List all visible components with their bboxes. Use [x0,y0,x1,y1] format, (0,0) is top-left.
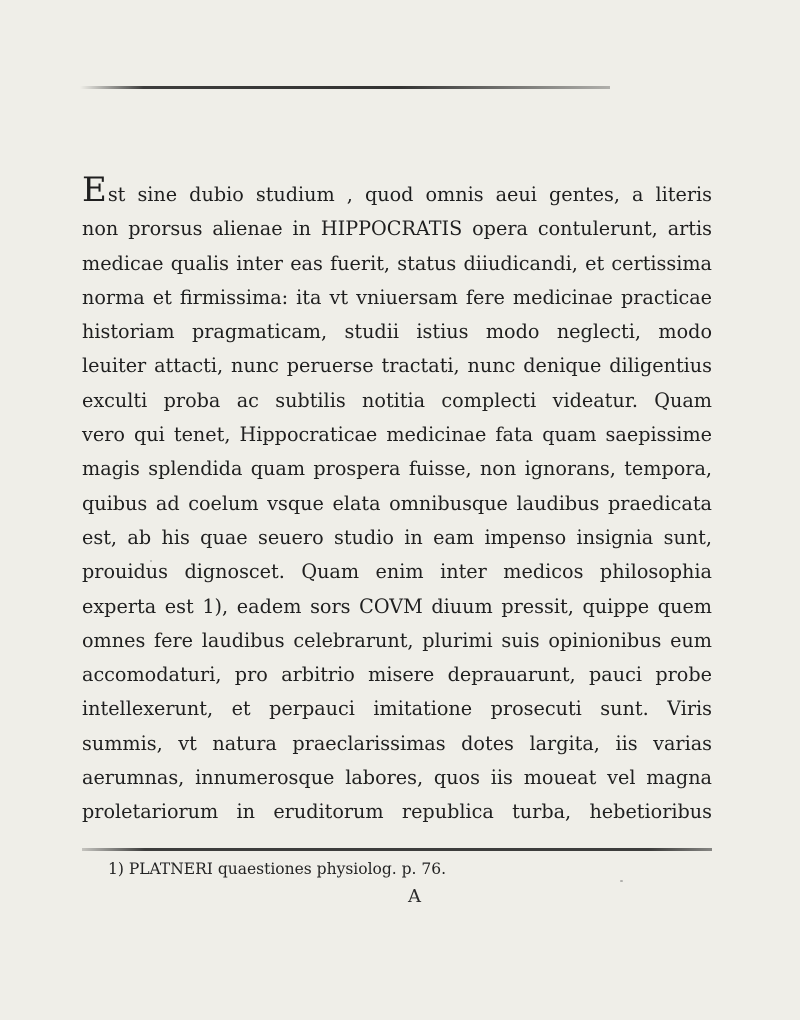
text-line-6: leuiter attacti, nunc peruerse tractati, nunc denique diligentius [82,354,712,378]
dropcap: E [82,170,107,210]
text-line-1-rest: st sine dubio studium , quod omnis aeui gentes, a literis [107,183,712,206]
text-line-1 [82,170,712,212]
paper-speck [258,196,261,199]
text-line-8: vero qui tenet, Hippocraticae medicinae fata quam saepissime [82,423,712,447]
paper-speck [150,560,152,562]
text-line-10: quibus ad coelum vsque elata omnibusque laudibus praedicata [82,491,712,515]
footnote: 1) PLATNERI quaestiones physiolog. p. 76. [108,860,447,878]
text-line-12: prouidus dignoscet. Quam enim inter medicos philosophia [82,560,712,584]
text-line-5: historiam pragmaticam, studii istius modo neglecti, modo [82,320,712,344]
text-line-3: medicae qualis inter eas fuerit, status diiudicandi, et certissima [82,251,712,275]
text-line-17: summis, vt natura praeclarissimas dotes largita, iis varias [82,731,712,755]
paper-speck [480,440,482,442]
text-line-7: exculti proba ac subtilis notitia complecti videatur. Quam [82,388,712,412]
text-line-16: intellexerunt, et perpauci imitatione prosecuti sunt. Viris [82,697,712,721]
body-text [82,170,712,830]
text-line-15: accomodaturi, pro arbitrio misere deprauarunt, pauci probe [82,663,712,687]
top-rule [80,86,610,89]
text-line-9: magis splendida quam prospera fuisse, non ignorans, tempora, [82,457,712,481]
text-line-2: non prorsus alienae in HIPPOCRATIS opera contulerunt, artis [82,217,712,241]
text-line-19: proletariorum in eruditorum republica turba, hebetioribus [82,800,712,824]
paper-speck [620,880,623,882]
text-line-11: est, ab his quae seuero studio in eam impenso insignia sunt, [82,525,712,549]
signature-mark: A [408,886,421,907]
footnote-rule [82,848,712,851]
text-line-14: omnes fere laudibus celebrarunt, plurimi suis opinionibus eum [82,628,712,652]
text-line-4: norma et firmissima: ita vt vniuersam fere medicinae practicae [82,285,712,309]
text-line-13: experta est 1), eadem sors COVM diuum pressit, quippe quem [82,594,712,618]
text-line-18: aerumnas, innumerosque labores, quos iis moueat vel magna [82,766,712,790]
